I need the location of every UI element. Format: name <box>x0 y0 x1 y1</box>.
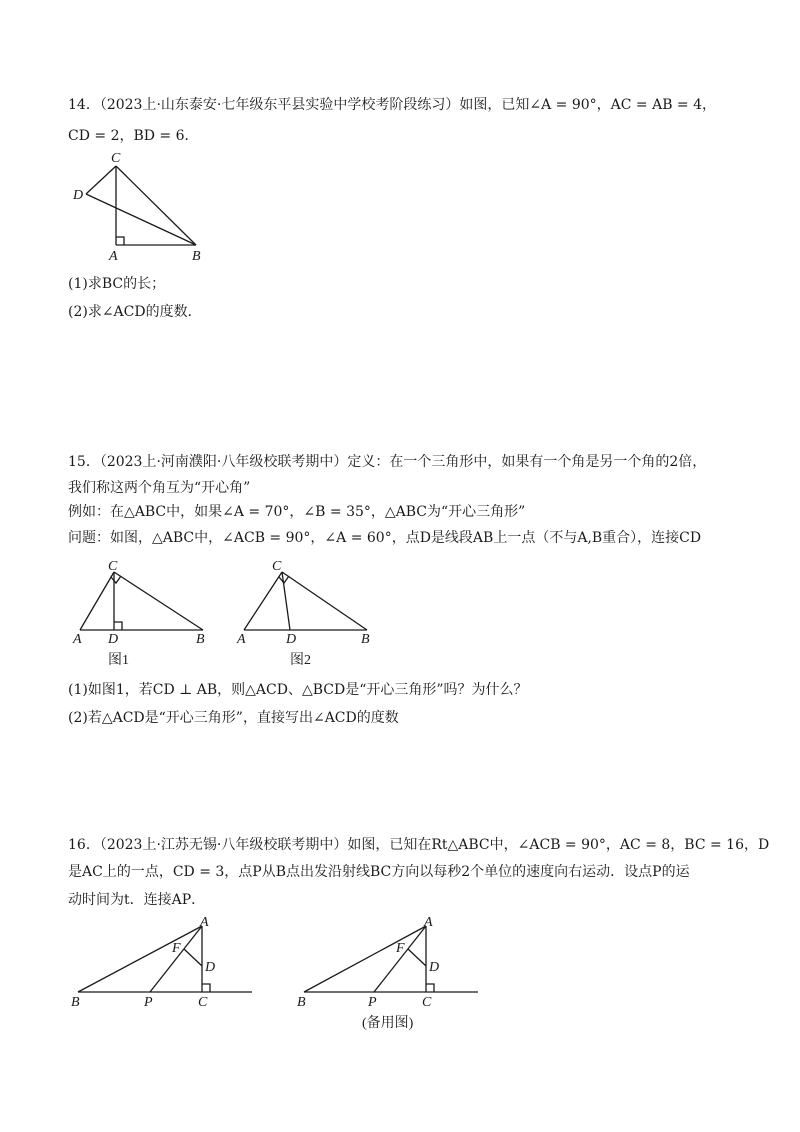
label-C: C <box>272 559 282 574</box>
label-D: D <box>429 960 440 975</box>
q16-stem-line3: 动时间为t．连接AP． <box>68 892 206 908</box>
q16-stem-line1: 16．（2023上·江苏无锡·八年级校联考期中）如图，已知在Rt△ABC中，∠ACB = 90°，AC = 8，BC = 16，D <box>68 837 770 853</box>
label-D: D <box>73 188 84 203</box>
right-angle-mark <box>116 237 124 245</box>
q14-stem-line2: CD = 2，BD = 6． <box>68 128 199 144</box>
label-A: A <box>73 632 82 647</box>
caption-backup: (备用图) <box>362 1016 414 1031</box>
segment-CB <box>114 572 203 630</box>
label-D: D <box>205 960 216 975</box>
segment-CA <box>80 572 114 630</box>
label-B: B <box>71 995 80 1010</box>
segment-FD <box>408 949 426 966</box>
q14-part2: (2)求∠ACD的度数． <box>68 304 202 320</box>
segment-CA <box>244 572 282 630</box>
q16-figure-main <box>68 914 268 1024</box>
label-C: C <box>108 559 118 574</box>
q16-stem-line2: 是AC上的一点，CD = 3，点P从B点出发沿射线BC方向以每秒2个单位的速度向右运动．设点P的运 <box>68 864 690 880</box>
segment-AB <box>78 926 202 992</box>
right-angle-mark-C <box>202 984 210 992</box>
label-D: D <box>286 632 297 647</box>
segment-CD <box>86 166 116 194</box>
segment-DB <box>86 194 196 245</box>
label-A: A <box>200 915 209 930</box>
label-A: A <box>424 915 433 930</box>
label-A: A <box>237 632 246 647</box>
label-P: P <box>368 995 377 1010</box>
label-A: A <box>109 249 118 264</box>
label-B: B <box>192 249 201 264</box>
label-F: F <box>396 941 405 956</box>
q14-figure <box>68 148 208 268</box>
label-F: F <box>172 941 181 956</box>
label-B: B <box>196 632 205 647</box>
right-angle-mark-C <box>426 984 434 992</box>
q15-figure-1 <box>68 560 218 670</box>
segment-CB <box>116 166 196 245</box>
q15-part1: (1)如图1，若CD ⊥ AB，则△ACD、△BCD是“开心三角形”吗？为什么？ <box>68 682 528 698</box>
right-angle-mark-D <box>114 622 122 630</box>
q14-part1: (1)求BC的长； <box>68 276 166 292</box>
q14-stem-line1: 14．（2023上·山东泰安·七年级东平县实验中学校考阶段练习）如图，已知∠A = 90°，AC = AB = 4， <box>68 97 717 113</box>
q15-figure-2 <box>232 560 382 670</box>
q15-stem-line3: 例如：在△ABC中，如果∠A = 70°，∠B = 35°，△ABC为“开心三角形” <box>68 504 526 520</box>
label-C: C <box>422 995 432 1010</box>
q16-figure-backup <box>294 914 494 1034</box>
caption-fig1: 图1 <box>108 653 129 668</box>
q15-stem-line1: 15．（2023上·河南濮阳·八年级校联考期中）定义：在一个三角形中，如果有一个角是另一个角的2倍， <box>68 454 707 470</box>
segment-AB <box>304 926 426 992</box>
q15-stem-line4: 问题：如图，△ABC中，∠ACB = 90°，∠A = 60°，点D是线段AB上一点（不与A,B重合），连接CD <box>68 530 702 546</box>
q15-part2: (2)若△ACD是“开心三角形”，直接写出∠ACD的度数 <box>68 710 399 726</box>
q15-stem-line2: 我们称这两个角互为“开心角” <box>68 480 251 496</box>
label-C: C <box>198 995 208 1010</box>
segment-CB <box>282 572 367 630</box>
label-C: C <box>111 151 121 166</box>
right-angle-mark-C <box>279 576 289 583</box>
label-B: B <box>361 632 370 647</box>
caption-fig2: 图2 <box>290 653 311 668</box>
label-P: P <box>144 995 153 1010</box>
right-angle-mark-C <box>111 576 121 583</box>
segment-FD <box>184 949 202 966</box>
label-B: B <box>297 995 306 1010</box>
label-D: D <box>108 632 119 647</box>
